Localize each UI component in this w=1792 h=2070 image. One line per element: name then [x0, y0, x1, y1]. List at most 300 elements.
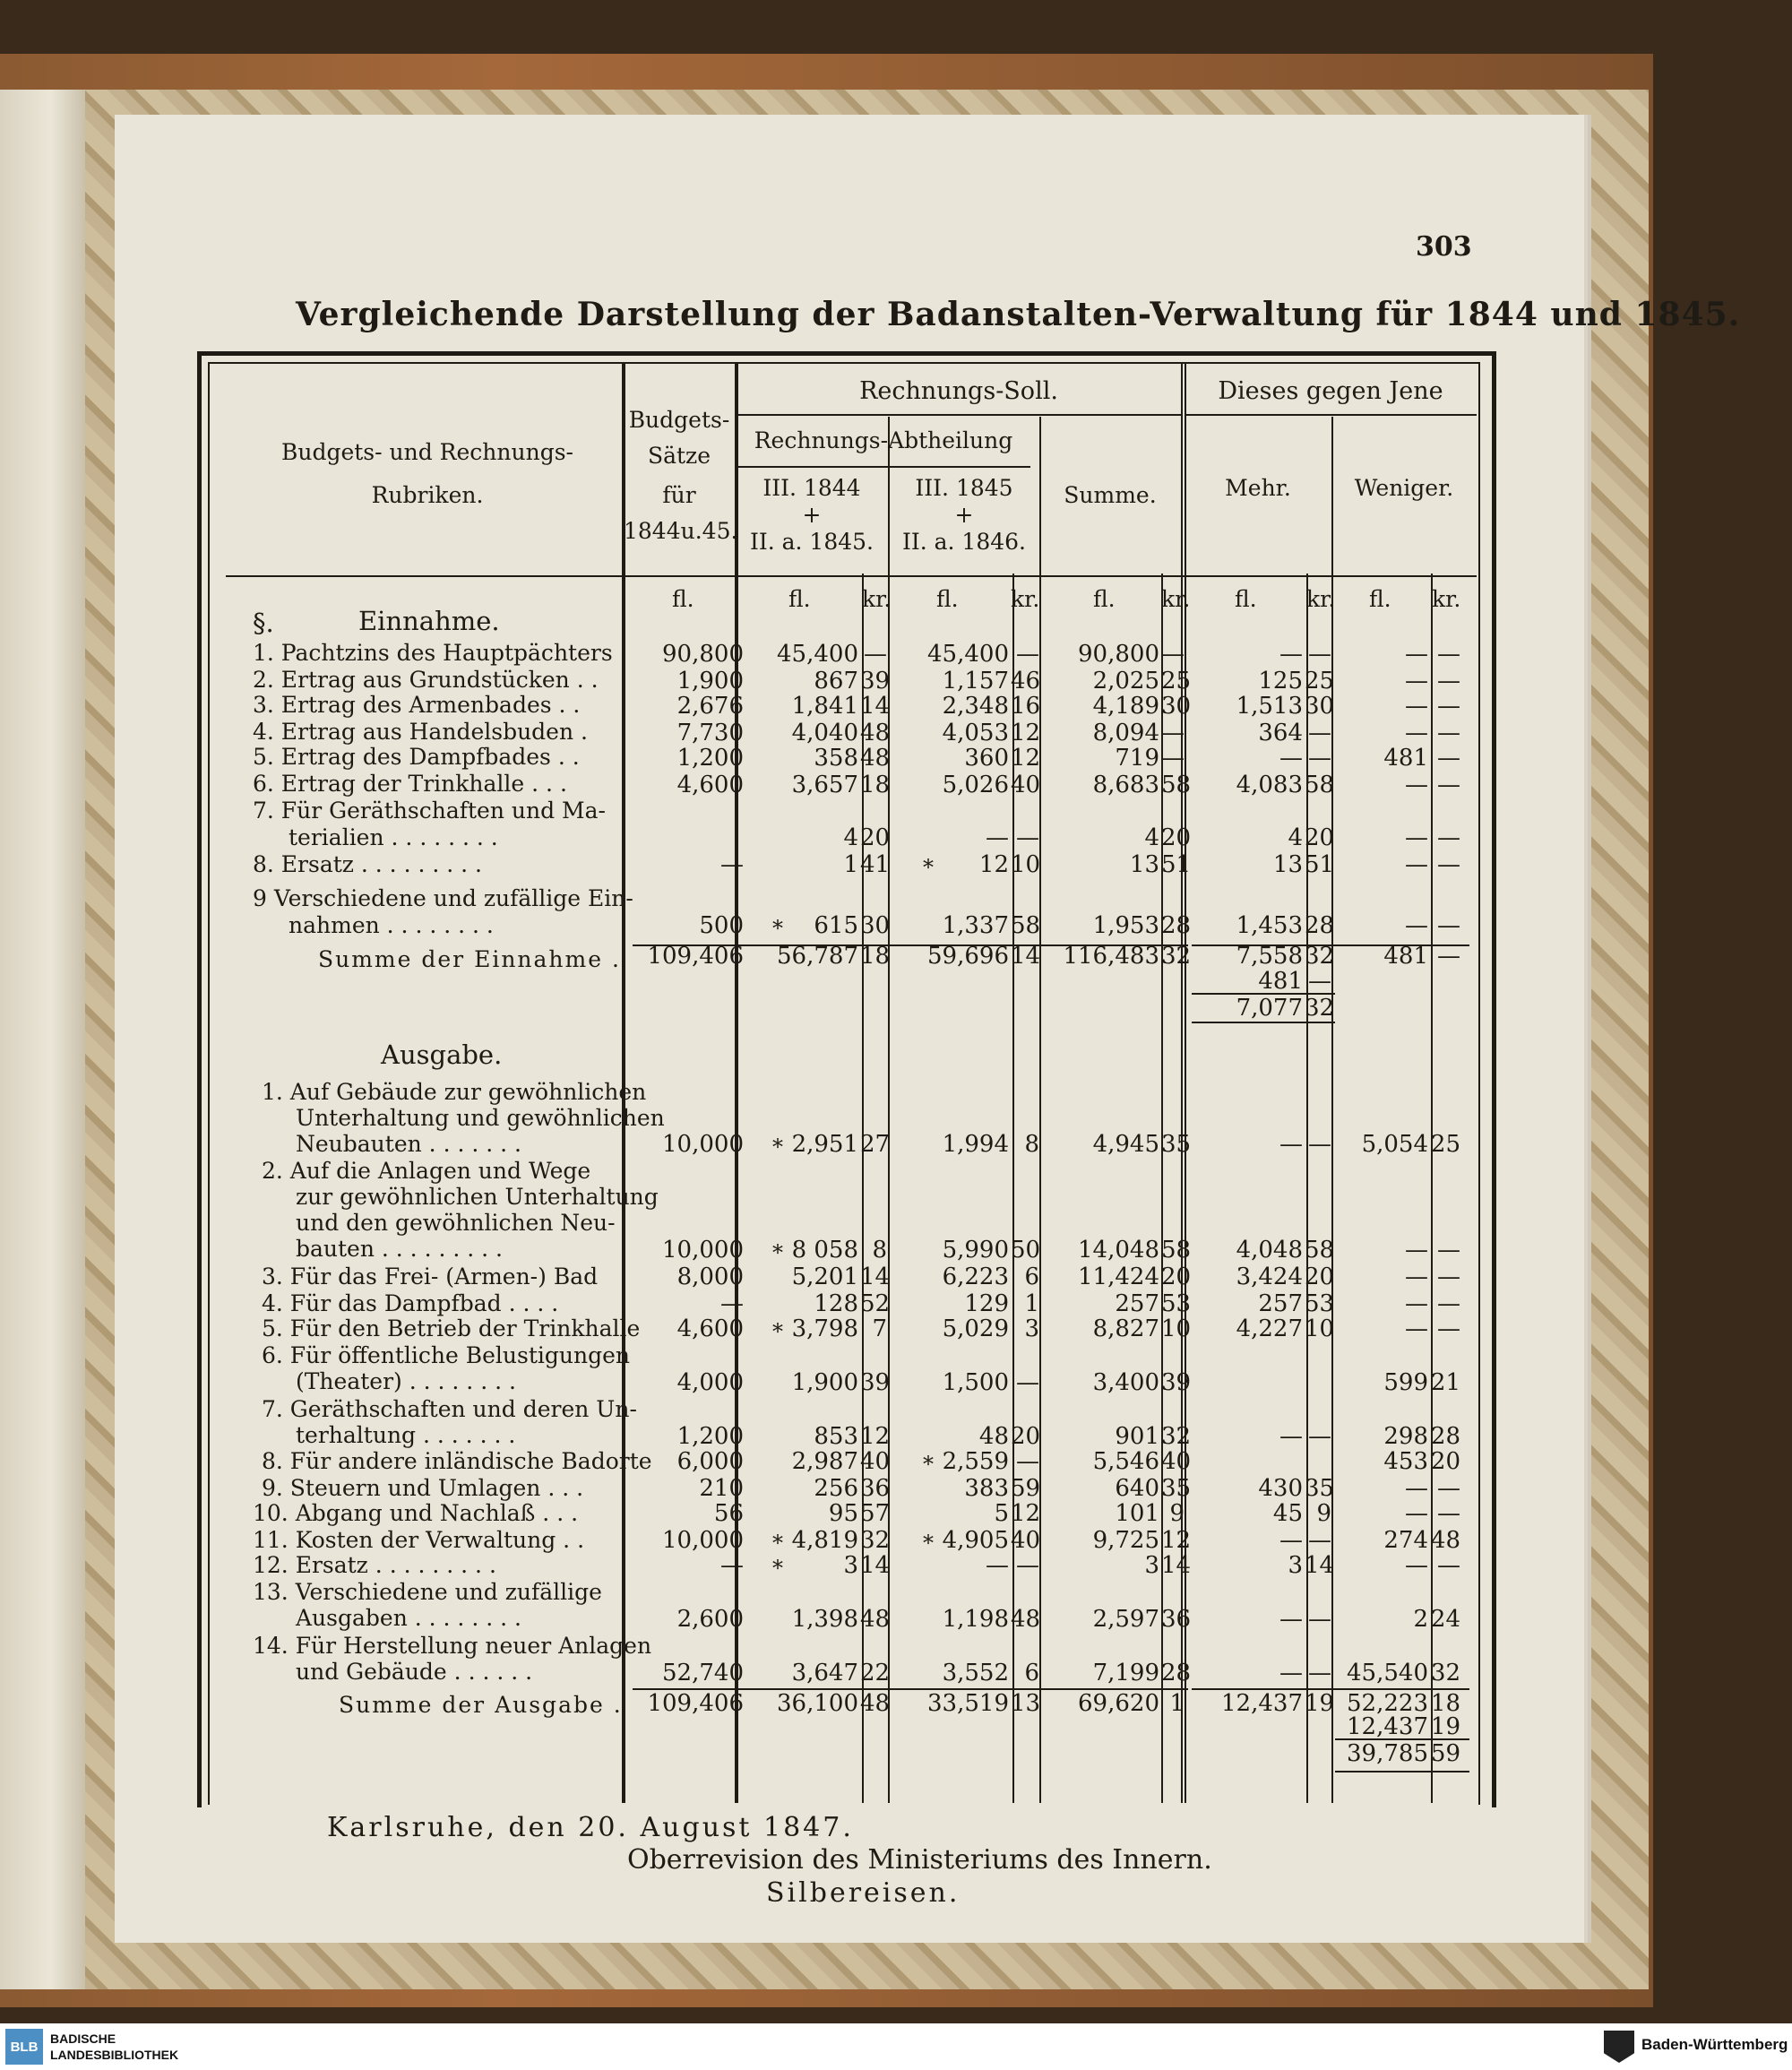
value-ak: 48 — [860, 745, 891, 772]
value-ak: 12 — [860, 1423, 891, 1450]
row-label: Unterhaltung und gewöhnlichen — [296, 1105, 665, 1131]
col-1844-header-1: III. 1844 — [762, 475, 861, 501]
value-wk: — — [1437, 1552, 1460, 1579]
value-ck: — — [1016, 1369, 1039, 1396]
row-label: 9. Steuern und Umlagen . . . — [262, 1475, 584, 1501]
value-m: 12,437 — [1221, 1690, 1303, 1717]
value-s: 116,483 — [1063, 943, 1159, 970]
value-wk: 18 — [1430, 1690, 1460, 1717]
value-a: 3,657 — [791, 772, 858, 798]
value-c: 12 — [978, 851, 1009, 878]
value-wk: 25 — [1430, 1131, 1460, 1158]
row-label: 1. Auf Gebäude zur gewöhnlichen — [262, 1079, 647, 1105]
value-ck: 40 — [1011, 1527, 1041, 1554]
row-label: 5. Ertrag des Dampfbades . . — [253, 744, 580, 770]
value-ak: 48 — [860, 1606, 891, 1633]
asterisk-mark: * — [772, 1556, 783, 1581]
value-b: 2,600 — [676, 1606, 744, 1633]
value-s: 901 — [1115, 1423, 1159, 1450]
row-label: 4. Ertrag aus Handelsbuden . — [253, 719, 588, 745]
value-a: 1 — [843, 851, 858, 878]
value-s: 4,945 — [1092, 1131, 1159, 1158]
asterisk-mark: * — [772, 1531, 783, 1556]
value-mk: 58 — [1305, 772, 1335, 798]
value-wk: — — [1437, 912, 1460, 939]
table-column-rule — [1185, 362, 1186, 1803]
rechnungs-soll-header: Rechnungs-Soll. — [859, 377, 1058, 405]
value-wk: 28 — [1430, 1423, 1460, 1450]
unit-fl: fl. — [1235, 586, 1257, 612]
value-a: 95 — [828, 1500, 858, 1527]
value-wk: 20 — [1430, 1448, 1460, 1475]
value-b: 4,000 — [676, 1369, 744, 1396]
value-a: 853 — [814, 1423, 858, 1450]
value-mk: — — [1308, 720, 1331, 746]
value-wk: 24 — [1430, 1606, 1460, 1633]
value-a: 1,398 — [791, 1606, 858, 1633]
value-sk: 35 — [1161, 1131, 1192, 1158]
value-sk: 30 — [1161, 693, 1192, 720]
value-m3: 7,077 — [1236, 995, 1303, 1022]
row-label: 6. Ertrag der Trinkhalle . . . — [253, 771, 567, 797]
value-m: 3,424 — [1236, 1264, 1303, 1290]
value-b: 1,900 — [676, 668, 744, 694]
value-ck: 1 — [1024, 1290, 1039, 1317]
value-wk: — — [1437, 824, 1460, 851]
value-sk: 20 — [1161, 1264, 1192, 1290]
value-a: 358 — [814, 745, 858, 772]
value-ak: 57 — [860, 1500, 891, 1527]
value-s: 2,025 — [1092, 668, 1159, 694]
value-sk: 36 — [1161, 1606, 1192, 1633]
asterisk-mark: * — [772, 1240, 783, 1265]
row-label: 3. Für das Frei- (Armen-) Bad — [262, 1264, 599, 1289]
value-w: — — [1405, 720, 1428, 746]
paragraph-sign: §. — [253, 608, 274, 638]
value-sk: — — [1161, 745, 1185, 772]
value-c: 3,552 — [942, 1660, 1009, 1686]
value-b: — — [720, 851, 744, 878]
value-wk: — — [1437, 1237, 1460, 1264]
value-s: 9,725 — [1092, 1527, 1159, 1554]
value-s: 7,199 — [1092, 1660, 1159, 1686]
value-w: 453 — [1383, 1448, 1428, 1475]
section-einnahme: Einnahme. — [358, 606, 500, 636]
value-mk: — — [1308, 1423, 1331, 1450]
value-ck: 48 — [1011, 1606, 1041, 1633]
row-label: 10. Abgang und Nachlaß . . . — [253, 1500, 579, 1526]
value-ak: 30 — [860, 912, 891, 939]
value-c: 48 — [978, 1423, 1009, 1450]
value-c: — — [986, 1552, 1009, 1579]
value-mk: — — [1308, 1131, 1331, 1158]
asterisk-mark: * — [923, 855, 934, 880]
value-mk: 19 — [1305, 1690, 1335, 1717]
value-s: 14,048 — [1078, 1237, 1159, 1264]
value-mk: 9 — [1316, 1500, 1331, 1527]
value-m: 1,453 — [1236, 912, 1303, 939]
table-column-rule — [1039, 417, 1041, 1803]
table-column-rule — [1181, 362, 1183, 1803]
value-c: 1,994 — [942, 1131, 1009, 1158]
signatory-name: Silbereisen. — [766, 1877, 961, 1909]
value-b: 210 — [699, 1475, 744, 1502]
value-b: 4,600 — [676, 772, 744, 798]
row-label: 6. Für öffentliche Belustigungen — [262, 1342, 630, 1368]
value-b: 109,406 — [647, 1690, 744, 1717]
row-label: 12. Ersatz . . . . . . . . . — [253, 1552, 496, 1578]
row-label: Ausgaben . . . . . . . . — [296, 1605, 521, 1631]
value-ck: 12 — [1011, 745, 1041, 772]
value-mk: 35 — [1305, 1475, 1335, 1502]
row-label: 14. Für Herstellung neuer Anlagen — [253, 1633, 652, 1659]
value-b: 10,000 — [662, 1527, 744, 1554]
value-w: 45,540 — [1347, 1660, 1428, 1686]
value-ak: 14 — [860, 1552, 891, 1579]
header-rule — [1185, 414, 1477, 416]
value-s: 101 — [1115, 1500, 1159, 1527]
value-wk: — — [1437, 720, 1460, 746]
value-m: — — [1279, 1423, 1303, 1450]
sum-rule — [1192, 1022, 1335, 1023]
page-number: 303 — [1416, 231, 1472, 263]
value-ak: 32 — [860, 1527, 891, 1554]
value-wk: — — [1437, 1290, 1460, 1317]
asterisk-mark: * — [923, 1531, 934, 1556]
value-w: — — [1405, 1475, 1428, 1502]
unit-kr: kr. — [1161, 586, 1191, 612]
row-label: zur gewöhnlichen Unterhaltung — [296, 1184, 659, 1210]
value-mk: 32 — [1305, 943, 1335, 970]
value-c: 4,053 — [942, 720, 1009, 746]
unit-kr: kr. — [1306, 586, 1336, 612]
blb-logo[interactable]: BLB — [5, 2029, 43, 2065]
value-s: 69,620 — [1078, 1690, 1159, 1717]
asterisk-mark: * — [923, 1452, 934, 1477]
value-mk2: — — [1308, 968, 1331, 995]
value-mk: — — [1308, 1660, 1331, 1686]
value-mk: 25 — [1305, 668, 1335, 694]
value-a: 867 — [814, 668, 858, 694]
value-mk: 20 — [1305, 1264, 1335, 1290]
row-label: 4. Für das Dampfbad . . . . — [262, 1290, 559, 1316]
value-c: — — [986, 824, 1009, 851]
row-label: terhaltung . . . . . . . — [296, 1422, 516, 1448]
value-w3: 39,785 — [1347, 1740, 1428, 1767]
value-w: 481 — [1383, 943, 1428, 970]
value-w: — — [1405, 1237, 1428, 1264]
value-b: 56 — [713, 1500, 744, 1527]
value-ck: 3 — [1024, 1315, 1039, 1342]
value-mk: 14 — [1305, 1552, 1335, 1579]
col-1845-header-2: + — [954, 502, 974, 528]
asterisk-mark: * — [772, 916, 783, 941]
value-s: 1,953 — [1092, 912, 1159, 939]
value-mk: 53 — [1305, 1290, 1335, 1317]
value-a: 56,787 — [777, 943, 858, 970]
value-c: 5,026 — [942, 772, 1009, 798]
value-b: 1,200 — [676, 745, 744, 772]
value-m2: 481 — [1258, 968, 1303, 995]
header-rule — [737, 466, 1030, 468]
value-ak: 52 — [860, 1290, 891, 1317]
value-m: 4,083 — [1236, 772, 1303, 798]
row-label: und den gewöhnlichen Neu- — [296, 1210, 616, 1236]
weniger-header: Weniger. — [1354, 475, 1454, 501]
state-name[interactable]: Baden-Württemberg — [1641, 2036, 1788, 2053]
value-mk: 58 — [1305, 1237, 1335, 1264]
value-b: 500 — [699, 912, 744, 939]
row-label: (Theater) . . . . . . . . — [296, 1368, 516, 1394]
value-wk: — — [1437, 1264, 1460, 1290]
value-c: 5,990 — [942, 1237, 1009, 1264]
value-ck: 12 — [1011, 720, 1041, 746]
value-m: 257 — [1258, 1290, 1303, 1317]
value-mk: 30 — [1305, 693, 1335, 720]
value-ck: 8 — [1024, 1131, 1039, 1158]
value-b: 8,000 — [676, 1264, 744, 1290]
value-c: 360 — [964, 745, 1009, 772]
summe-einnahme-label: Summe der Einnahme . — [318, 946, 621, 972]
unit-kr: kr. — [862, 586, 892, 612]
dieses-gegen-jene-header: Dieses gegen Jene — [1218, 377, 1443, 405]
value-m: 3 — [1288, 1552, 1303, 1579]
value-sk: 32 — [1161, 943, 1192, 970]
value-c: 45,400 — [927, 641, 1009, 668]
value-m: — — [1279, 641, 1303, 668]
value-mk: — — [1308, 641, 1331, 668]
value-a: 256 — [814, 1475, 858, 1502]
value-b: 7,730 — [676, 720, 744, 746]
asterisk-mark: * — [772, 1134, 783, 1160]
value-s: 3 — [1144, 1552, 1159, 1579]
value-m: 4 — [1288, 824, 1303, 851]
value-w: — — [1405, 668, 1428, 694]
value-wk3: 59 — [1430, 1740, 1460, 1767]
value-sk: 58 — [1161, 772, 1192, 798]
page-title: Vergleichende Darstellung der Badanstalten-Verwaltung für 1844 und 1845. — [296, 296, 1741, 333]
value-sk: 10 — [1161, 1315, 1192, 1342]
row-label: 2. Auf die Anlagen und Wege — [262, 1158, 591, 1184]
value-wk: 48 — [1430, 1527, 1460, 1554]
rubriken-header-2: Rubriken. — [371, 482, 484, 508]
value-c: 59,696 — [927, 943, 1009, 970]
value-m: 4,227 — [1236, 1315, 1303, 1342]
value-c: 6,223 — [942, 1264, 1009, 1290]
value-sk: — — [1161, 641, 1185, 668]
value-ak: 27 — [860, 1131, 891, 1158]
budget-header-4: 1844u.45. — [624, 518, 738, 544]
value-ck: 14 — [1011, 943, 1041, 970]
value-a: 5,201 — [791, 1264, 858, 1290]
value-ak: 18 — [860, 943, 891, 970]
value-ak: 18 — [860, 772, 891, 798]
row-label: 11. Kosten der Verwaltung . . — [253, 1527, 585, 1553]
value-w: 481 — [1383, 745, 1428, 772]
value-sk: 39 — [1161, 1369, 1192, 1396]
value-m: — — [1279, 745, 1303, 772]
row-label: 8. Ersatz . . . . . . . . . — [253, 851, 482, 877]
value-a: 3,798 — [791, 1315, 858, 1342]
value-w: — — [1405, 1500, 1428, 1527]
table-column-rule — [737, 362, 738, 1803]
value-ak: 48 — [860, 1690, 891, 1717]
value-m: — — [1279, 1606, 1303, 1633]
value-sk: 9 — [1169, 1500, 1185, 1527]
value-c: 5 — [994, 1500, 1009, 1527]
value-w: — — [1405, 912, 1428, 939]
place-date: Karlsruhe, den 20. August 1847. — [327, 1812, 854, 1843]
value-a: 3,647 — [791, 1660, 858, 1686]
col-1844-header-3: II. a. 1845. — [749, 529, 874, 555]
value-c: 1,337 — [942, 912, 1009, 939]
value-a: 2,951 — [791, 1131, 858, 1158]
row-label: 7. Für Geräthschaften und Ma- — [253, 798, 606, 824]
value-wk: — — [1437, 1500, 1460, 1527]
value-m: 7,558 — [1236, 943, 1303, 970]
value-wk2: 19 — [1430, 1713, 1460, 1740]
value-b: 109,406 — [647, 943, 744, 970]
value-ck: 6 — [1024, 1660, 1039, 1686]
value-s: 8,094 — [1092, 720, 1159, 746]
value-a: 4 — [843, 824, 858, 851]
value-a: 1,841 — [791, 693, 858, 720]
value-c: 2,348 — [942, 693, 1009, 720]
row-label: 9 Verschiedene und zufällige Ein- — [253, 885, 633, 911]
budget-header-1: Budgets- — [628, 407, 730, 433]
value-w: 52,223 — [1347, 1690, 1428, 1717]
col-1844-header-2: + — [802, 502, 822, 528]
value-sk: 40 — [1161, 1448, 1192, 1475]
value-c: 1,157 — [942, 668, 1009, 694]
library-name-line1: BADISCHE — [50, 2031, 116, 2046]
value-ck: — — [1016, 1552, 1039, 1579]
value-w: — — [1405, 1290, 1428, 1317]
row-label: terialien . . . . . . . . — [289, 824, 498, 850]
value-ck: — — [1016, 824, 1039, 851]
value-wk: — — [1437, 693, 1460, 720]
value-ak: 48 — [860, 720, 891, 746]
row-label: 7. Geräthschaften und deren Un- — [262, 1396, 637, 1422]
value-c: 129 — [964, 1290, 1009, 1317]
value-wk: — — [1437, 1475, 1460, 1502]
row-label: 5. Für den Betrieb der Trinkhalle — [262, 1315, 641, 1341]
value-ck: 40 — [1011, 772, 1041, 798]
value-m: 430 — [1258, 1475, 1303, 1502]
value-w: — — [1405, 1315, 1428, 1342]
library-name[interactable] — [50, 2031, 178, 2063]
value-sk: 58 — [1161, 1237, 1192, 1264]
asterisk-mark: * — [772, 1319, 783, 1344]
value-ak: 7 — [872, 1315, 887, 1342]
summe-header: Summe. — [1064, 482, 1157, 508]
value-m: 13 — [1272, 851, 1303, 878]
value-a: 128 — [814, 1290, 858, 1317]
value-ck: 6 — [1024, 1264, 1039, 1290]
value-mk: 20 — [1305, 824, 1335, 851]
value-ck: 10 — [1011, 851, 1041, 878]
value-m: 4,048 — [1236, 1237, 1303, 1264]
abtheilung-header: Rechnungs-Abtheilung — [754, 427, 1013, 453]
value-s: 640 — [1115, 1475, 1159, 1502]
row-label: Neubauten . . . . . . . — [296, 1131, 521, 1157]
value-b: 4,600 — [676, 1315, 744, 1342]
value-mk: — — [1308, 1527, 1331, 1554]
value-b: 1,200 — [676, 1423, 744, 1450]
value-s: 8,827 — [1092, 1315, 1159, 1342]
value-ak: 36 — [860, 1475, 891, 1502]
value-ck: 50 — [1011, 1237, 1041, 1264]
value-wk: — — [1437, 641, 1460, 668]
row-label: 1. Pachtzins des Hauptpächters . — [253, 640, 627, 666]
unit-fl: fl. — [788, 586, 811, 612]
value-w: 2 — [1413, 1606, 1428, 1633]
value-a: 615 — [814, 912, 858, 939]
value-w: — — [1405, 772, 1428, 798]
value-ck: 13 — [1011, 1690, 1041, 1717]
value-sk: 14 — [1161, 1552, 1192, 1579]
value-ak: 41 — [860, 851, 891, 878]
library-name-line2: LANDESBIBLIOTHEK — [50, 2048, 179, 2062]
value-w: — — [1405, 824, 1428, 851]
value-a: 2,987 — [791, 1448, 858, 1475]
table-column-rule — [888, 417, 890, 1803]
value-c: 4,905 — [942, 1527, 1009, 1554]
value-mk: 51 — [1305, 851, 1335, 878]
value-s: 8,683 — [1092, 772, 1159, 798]
value-sk: 20 — [1161, 824, 1192, 851]
value-w: — — [1405, 693, 1428, 720]
value-wk: — — [1437, 668, 1460, 694]
value-s: 4 — [1144, 824, 1159, 851]
value-sk: 53 — [1161, 1290, 1192, 1317]
table-column-rule — [1331, 417, 1333, 1803]
footer-bar — [0, 2023, 1792, 2070]
value-b: 6,000 — [676, 1448, 744, 1475]
value-b: — — [720, 1290, 744, 1317]
value-sk: 28 — [1161, 1660, 1192, 1686]
value-s: 5,546 — [1092, 1448, 1159, 1475]
value-b: 52,740 — [662, 1660, 744, 1686]
value-s: 719 — [1115, 745, 1159, 772]
value-sk: 12 — [1161, 1527, 1192, 1554]
value-wk: — — [1437, 1315, 1460, 1342]
value-mk3: 32 — [1305, 995, 1335, 1022]
value-b: 10,000 — [662, 1131, 744, 1158]
unit-kr: kr. — [1011, 586, 1040, 612]
value-c: 5,029 — [942, 1315, 1009, 1342]
value-a: 8 058 — [791, 1237, 858, 1264]
value-s: 2,597 — [1092, 1606, 1159, 1633]
value-w: — — [1405, 851, 1428, 878]
value-sk: 32 — [1161, 1423, 1192, 1450]
section-ausgabe: Ausgabe. — [381, 1039, 503, 1070]
value-s: 257 — [1115, 1290, 1159, 1317]
office-name: Oberrevision des Ministeriums des Innern. — [627, 1844, 1212, 1876]
value-a: 45,400 — [777, 641, 858, 668]
value-sk: 28 — [1161, 912, 1192, 939]
value-m: 1,513 — [1236, 693, 1303, 720]
value-c: 2,559 — [942, 1448, 1009, 1475]
value-a: 1,900 — [791, 1369, 858, 1396]
value-b: 2,676 — [676, 693, 744, 720]
value-ck: 16 — [1011, 693, 1041, 720]
value-b: 90,800 — [662, 641, 744, 668]
unit-fl: fl. — [1369, 586, 1391, 612]
value-s: 13 — [1129, 851, 1159, 878]
value-s: 4,189 — [1092, 693, 1159, 720]
row-label: 2. Ertrag aus Grundstücken . . — [253, 667, 599, 693]
